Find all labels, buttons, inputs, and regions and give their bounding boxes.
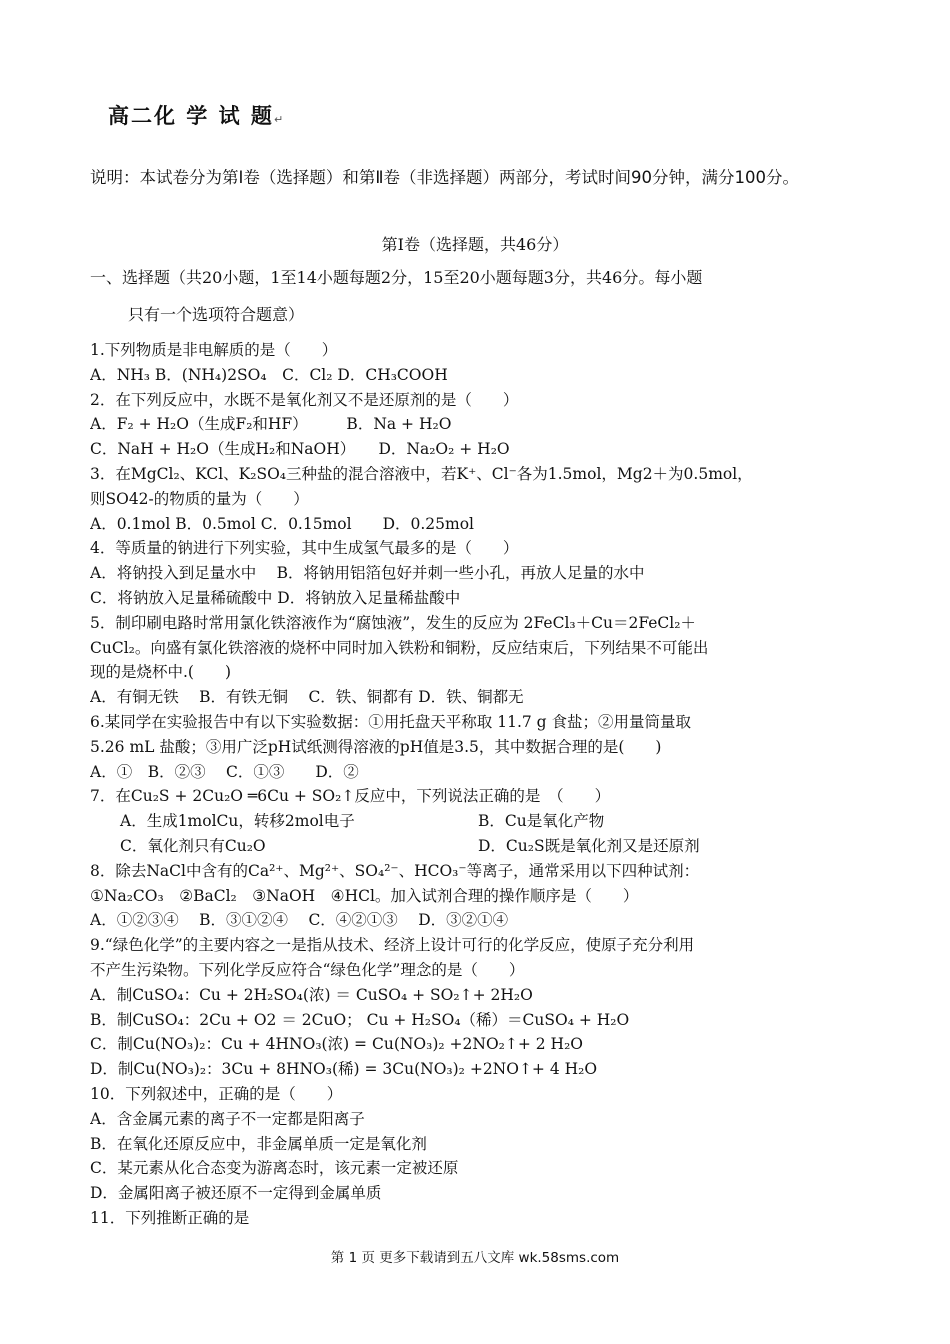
question-line: 10．下列叙述中，正确的是（ ） [90, 1084, 343, 1103]
question-line: ①Na₂CO₃ ②BaCl₂ ③NaOH ④HCl。加入试剂合理的操作顺序是（ ） [90, 886, 639, 905]
option-row [90, 834, 865, 859]
question-line: 11．下列推断正确的是 [90, 1208, 250, 1227]
part-subtitle: 只有一个选项符合题意） [128, 305, 305, 324]
option-line: D．金属阳离子被还原不一定得到金属单质 [90, 1184, 382, 1203]
option-line: B．制CuSO₄：2Cu + O2 ＝ 2CuO； Cu + H₂SO₄（稀）＝CuSO₄ + H₂O [90, 1010, 630, 1029]
part-title: 一、选择题（共20小题，1至14小题每题2分，15至20小题每题3分，共46分。每小题 [90, 268, 703, 287]
option-c: C．氧化剂只有Cu₂O [120, 836, 266, 855]
option-line: D．制Cu(NO₃)₂：3Cu + 8HNO₃(稀) = 3Cu(NO₃)₂ +2NO↑+ 4 H₂O [90, 1060, 598, 1079]
option-line: A．①②③④ B．③①②④ C．④②①③ D．③②①④ [90, 911, 509, 930]
option-line: A．0.1mol B．0.5mol C．0.15mol D．0.25mol [90, 514, 474, 533]
option-line: A．含金属元素的离子不一定都是阳离子 [90, 1109, 365, 1128]
option-line: C．NaH + H₂O（生成H₂和NaOH） D．Na₂O₂ + H₂O [90, 440, 510, 459]
return-mark-icon: ↵ [273, 113, 286, 126]
question-line: 则SO42-的物质的量为（ ） [90, 489, 309, 508]
option-line: A．① B．②③ C．①③ D．② [90, 762, 359, 781]
question-line: 5.26 mL 盐酸；③用广泛pH试纸测得溶液的pH值是3.5，其中数据合理的是( ) [90, 737, 662, 756]
question-line: CuCl₂。向盛有氯化铁溶液的烧杯中同时加入铁粉和铜粉，反应结束后，下列结果不可能出 [90, 638, 709, 657]
option-line: A．F₂ + H₂O（生成F₂和HF） B．Na + H₂O [90, 415, 452, 434]
option-b: B．Cu是氧化产物 [478, 812, 605, 831]
option-a: A．生成1molCu，转移2mol电子 [120, 812, 355, 831]
question-line: 2．在下列反应中，水既不是氧化剂又不是还原剂的是（ ） [90, 390, 519, 409]
question-line: 4．等质量的钠进行下列实验，其中生成氢气最多的是（ ） [90, 539, 519, 558]
title-text: 高二化 学 试 题 [108, 104, 274, 128]
option-line: C．某元素从化合态变为游离态时，该元素一定被还原 [90, 1159, 459, 1178]
option-line: A．将钠投入到足量水中 B．将钠用铝箔包好并刺一些小孔，再放人足量的水中 [90, 564, 645, 583]
exam-instructions: 说明：本试卷分为第Ⅰ卷（选择题）和第Ⅱ卷（非选择题）两部分，考试时间90分钟，满分100分。 [90, 168, 799, 187]
question-line: 9.“绿色化学”的主要内容之一是指从技术、经济上设计可行的化学反应，使原子充分利用 [90, 936, 695, 955]
question-line: 5．制印刷电路时常用氯化铁溶液作为“腐蚀液”，发生的反应为 2FeCl₃＋Cu＝2FeCl₂＋ [90, 613, 696, 632]
question-line: 6.某同学在实验报告中有以下实验数据：①用托盘天平称取 11.7 g 食盐；②用量筒量取 [90, 712, 692, 731]
option-line: C．将钠放入足量稀硫酸中 D．将钠放入足量稀盐酸中 [90, 588, 461, 607]
option-line: A．NH₃ B．(NH₄)2SO₄ C．Cl₂ D．CH₃COOH [90, 365, 448, 384]
question-line: 现的是烧杯中.( ) [90, 663, 232, 682]
option-d: D．Cu₂S既是氧化剂又是还原剂 [478, 836, 700, 855]
option-line: B．在氧化还原反应中，非金属单质一定是氧化剂 [90, 1134, 427, 1153]
question-line: 不产生污染物。下列化学反应符合“绿色化学”理念的是（ ） [90, 960, 525, 979]
question-body [90, 338, 865, 1231]
option-line: A．有铜无铁 B．有铁无铜 C．铁、铜都有 D．铁、铜都无 [90, 688, 524, 707]
option-line: A．制CuSO₄：Cu + 2H₂SO₄(浓) ＝ CuSO₄ + SO₂↑+ 2H₂O [90, 985, 533, 1004]
option-line: C．制Cu(NO₃)₂：Cu + 4HNO₃(浓) = Cu(NO₃)₂ +2NO₂↑+ 2 H₂O [90, 1035, 583, 1054]
question-line: 8．除去NaCl中含有的Ca²⁺、Mg²⁺、SO₄²⁻、HCO₃⁻等离子，通常采用以下四种试剂： [90, 861, 700, 880]
page-title [108, 100, 285, 130]
page-footer: 第 1 页 更多下载请到五八文库 wk.58sms.com [330, 1250, 620, 1266]
question-line: 1.下列物质是非电解质的是（ ） [90, 341, 338, 359]
section-title: 第Ⅰ卷（选择题，共46分） [381, 235, 569, 254]
option-row [90, 809, 865, 834]
question-line: 7．在Cu₂S + 2Cu₂O ═6Cu + SO₂↑反应中，下列说法正确的是 （ ） [90, 787, 611, 806]
question-line: 3．在MgCl₂、KCl、K₂SO₄三种盐的混合溶液中，若K⁺、Cl⁻各为1.5mol，Mg2＋为0.5mol， [90, 464, 753, 483]
